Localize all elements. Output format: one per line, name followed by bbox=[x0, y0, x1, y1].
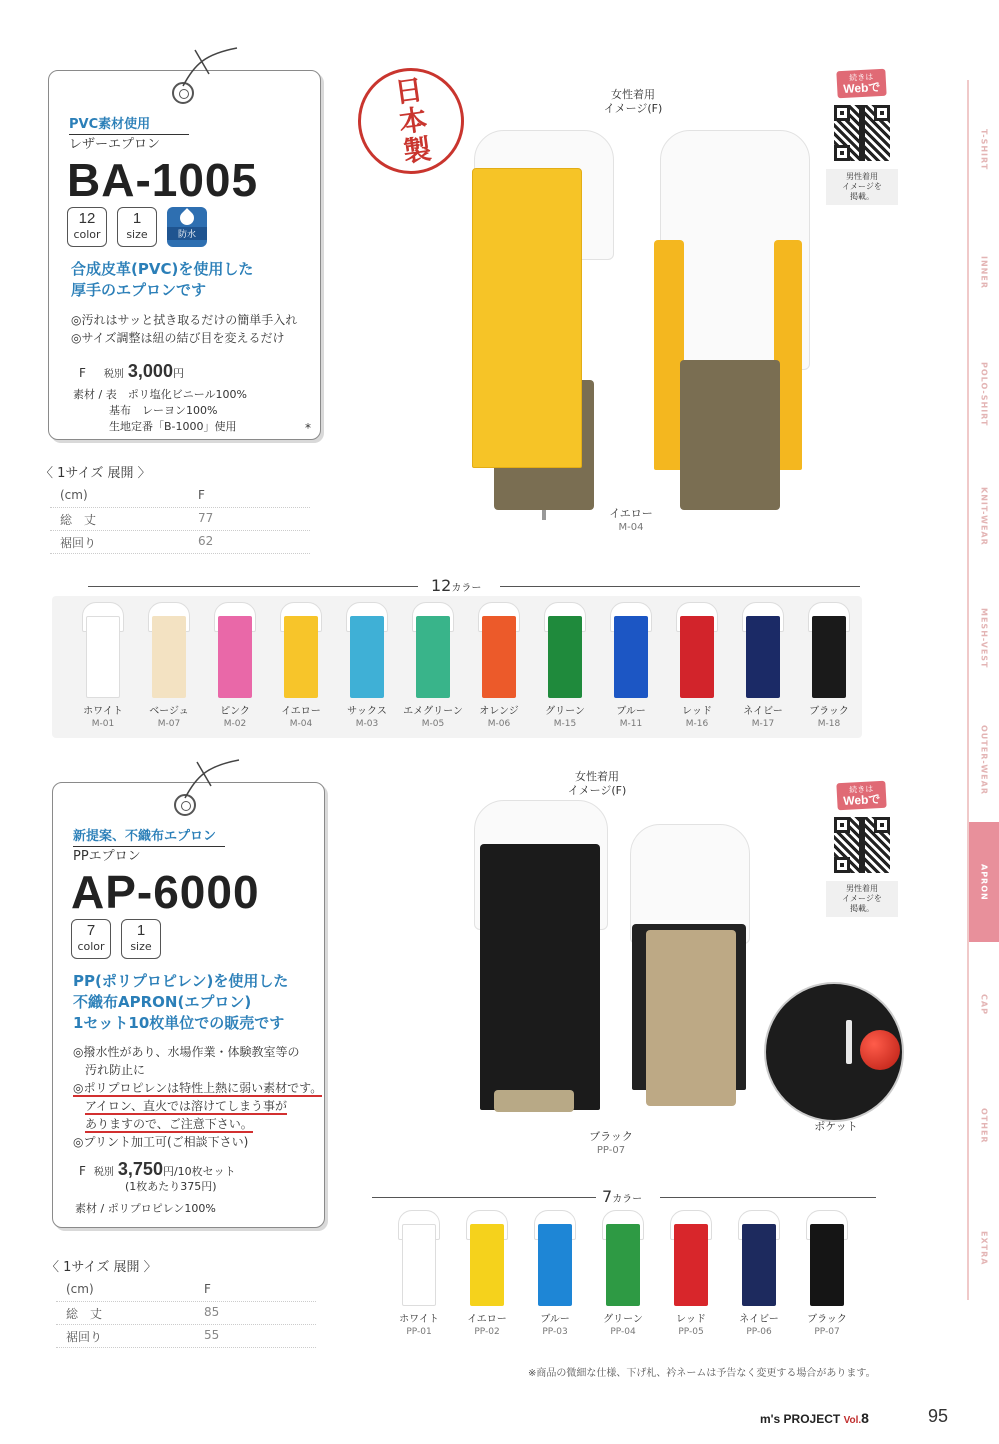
color-swatch-label: オレンジ M-06 bbox=[479, 706, 519, 729]
product-headline: 合成皮革(PVC)を使用した 厚手のエプロンです bbox=[71, 260, 254, 299]
color-swatch-label: ホワイト M-01 bbox=[83, 706, 123, 729]
side-tab-knit-wear[interactable] bbox=[969, 456, 999, 576]
side-index bbox=[967, 80, 999, 1300]
color-swatch-label: ブラック PP-07 bbox=[807, 1314, 847, 1337]
side-tab-label: OUTER-WEAR bbox=[979, 725, 989, 795]
apple-icon bbox=[860, 1030, 900, 1070]
color-swatch-pp-05 bbox=[664, 1210, 718, 1310]
web-qr-badge[interactable] bbox=[826, 782, 898, 917]
color-swatch-pp-06 bbox=[732, 1210, 786, 1310]
web-qr-badge[interactable] bbox=[826, 70, 898, 205]
color-swatch-pp-04 bbox=[596, 1210, 650, 1310]
product-features: ◎汚れはサッと拭き取るだけの簡単手入れ ◎サイズ調整は紐の結び目を変えるだけ bbox=[71, 313, 298, 345]
product-card-ap6000 bbox=[52, 782, 325, 1228]
color-count-title: 7カラー bbox=[596, 1187, 648, 1206]
tag-string-icon bbox=[177, 756, 247, 806]
product-category: 新提案、不織布エプロン bbox=[73, 825, 225, 847]
model-caption: 女性着用 イメージ(F) bbox=[603, 88, 663, 115]
color-count-title: 12カラー bbox=[425, 576, 487, 595]
side-tab-extra[interactable] bbox=[969, 1188, 999, 1308]
color-swatch-pp-01 bbox=[392, 1210, 446, 1310]
size-count-badge: 1 size bbox=[121, 919, 161, 959]
pocket-detail-image bbox=[764, 982, 904, 1122]
color-swatch-m-02 bbox=[208, 602, 262, 702]
tag-string-icon bbox=[175, 44, 245, 94]
side-tab-label: INNER bbox=[979, 255, 989, 289]
side-tab-other[interactable] bbox=[969, 1066, 999, 1186]
side-tab-label: MESH-VEST bbox=[979, 607, 989, 669]
side-tab-label: OTHER bbox=[979, 1108, 989, 1144]
web-note: 男性着用 イメージを 掲載。 bbox=[826, 881, 898, 917]
color-swatch-m-06 bbox=[472, 602, 526, 702]
material-info: 素材 / ポリプロピレン100% bbox=[75, 1202, 216, 1215]
color-swatch-label: レッド PP-05 bbox=[676, 1314, 706, 1337]
footnote: ※商品の微細な仕様、下げ札、衿ネームは予告なく変更する場合があります。 bbox=[528, 1368, 876, 1379]
side-tab-apron[interactable] bbox=[969, 822, 999, 942]
side-tab-polo-shirt[interactable] bbox=[969, 334, 999, 454]
pen-icon bbox=[846, 1020, 852, 1064]
color-swatch-label: ピンク M-02 bbox=[220, 706, 250, 729]
color-swatch-m-18 bbox=[802, 602, 856, 702]
page-number: 95 bbox=[928, 1406, 949, 1426]
product-code: AP-6000 bbox=[71, 866, 260, 918]
price: F 税別 3,000円 bbox=[79, 361, 184, 381]
waterproof-badge: 防水 bbox=[167, 207, 207, 247]
size-count-badge: 1 size bbox=[117, 207, 157, 247]
color-swatch-label: ネイビー M-17 bbox=[743, 706, 783, 729]
side-tab-outer-wear[interactable] bbox=[969, 700, 999, 820]
color-swatch-label: ブラック M-18 bbox=[809, 706, 849, 729]
color-swatch-label: イエロー M-04 bbox=[281, 706, 321, 729]
price: F 税別 3,750円/10枚セット bbox=[79, 1159, 236, 1179]
color-swatch-label: サックス M-03 bbox=[347, 706, 387, 729]
side-tab-label: POLO-SHIRT bbox=[979, 361, 989, 427]
size-table-title: 〈 1サイズ 展開 〉 bbox=[40, 466, 151, 481]
model-back-image bbox=[626, 800, 756, 1120]
color-swatch-label: ネイビー PP-06 bbox=[739, 1314, 779, 1337]
color-swatch-m-16 bbox=[670, 602, 724, 702]
price-note: (1枚あたり375円) bbox=[125, 1180, 217, 1193]
side-tab-label: EXTRA bbox=[979, 1230, 989, 1266]
color-swatch-label: ブルー PP-03 bbox=[540, 1314, 570, 1337]
qr-code-icon[interactable] bbox=[832, 815, 892, 875]
color-swatch-m-01 bbox=[76, 602, 130, 702]
color-swatch-m-07 bbox=[142, 602, 196, 702]
product-subtitle: PPエプロン bbox=[73, 849, 141, 864]
side-tab-cap[interactable] bbox=[969, 944, 999, 1064]
side-tab-mesh-vest[interactable] bbox=[969, 578, 999, 698]
color-swatch-m-17 bbox=[736, 602, 790, 702]
model-front-image bbox=[464, 130, 624, 520]
color-swatch-label: ブルー M-11 bbox=[616, 706, 646, 729]
water-drop-icon bbox=[177, 208, 197, 228]
model-back-image bbox=[650, 130, 810, 520]
web-link-tag[interactable]: 続きは Webで bbox=[837, 69, 887, 99]
side-tab-t-shirt[interactable] bbox=[969, 90, 999, 210]
model-caption: 女性着用 イメージ(F) bbox=[567, 770, 627, 797]
side-tab-label: CAP bbox=[979, 993, 989, 1015]
product-subtitle: レザーエプロン bbox=[69, 137, 161, 152]
product-code: BA-1005 bbox=[67, 154, 259, 206]
color-swatch-label: ホワイト PP-01 bbox=[399, 1314, 439, 1337]
side-tab-label: APRON bbox=[979, 863, 989, 901]
pocket-caption: ポケット bbox=[814, 1120, 858, 1133]
asterisk-mark: * bbox=[305, 421, 311, 435]
color-swatch-label: イエロー PP-02 bbox=[467, 1314, 507, 1337]
color-swatch-label: レッド M-16 bbox=[682, 706, 712, 729]
product-card-ba1005 bbox=[48, 70, 321, 440]
color-swatch-m-15 bbox=[538, 602, 592, 702]
color-swatch-m-11 bbox=[604, 602, 658, 702]
side-tab-label: T-SHIRT bbox=[979, 129, 989, 171]
color-swatch-pp-03 bbox=[528, 1210, 582, 1310]
color-swatch-m-05 bbox=[406, 602, 460, 702]
color-swatch-m-04 bbox=[274, 602, 328, 702]
color-swatch-m-03 bbox=[340, 602, 394, 702]
product-headline: PP(ポリプロピレン)を使用した 不織布APRON(エプロン) 1セット10枚単位での販売です bbox=[73, 972, 289, 1032]
color-swatch-label: グリーン M-15 bbox=[545, 706, 585, 729]
size-table-title: 〈 1サイズ 展開 〉 bbox=[46, 1260, 157, 1275]
model-front-image bbox=[466, 800, 616, 1120]
color-swatch-label: エメグリーン M-05 bbox=[403, 706, 463, 729]
side-tab-inner[interactable] bbox=[969, 212, 999, 332]
web-note: 男性着用 イメージを 掲載。 bbox=[826, 169, 898, 205]
product-features: ◎撥水性があり、水場作業・体験教室等の 汚れ防止に ◎ポリプロピレンは特性上熱に弱い素材です。 アイロン、直火では溶けてしまう事が ありますので、ご注意下さい。 ◎プリント加工可(ご相談下さい) bbox=[73, 1045, 323, 1149]
main-color-caption: イエロー M-04 bbox=[609, 507, 653, 533]
color-count-badge: 7 color bbox=[71, 919, 111, 959]
qr-code-icon[interactable] bbox=[832, 103, 892, 163]
color-swatch-label: ベージュ M-07 bbox=[149, 706, 189, 729]
made-in-japan-stamp: 日本製 bbox=[351, 61, 471, 181]
brand-logo: m's PROJECT Vol.8 bbox=[760, 1410, 869, 1426]
color-count-badge: 12 color bbox=[67, 207, 107, 247]
color-swatch-pp-02 bbox=[460, 1210, 514, 1310]
color-swatch-label: グリーン PP-04 bbox=[603, 1314, 643, 1337]
material-info: 素材 / 表 ポリ塩化ビニール100% 基布 レーヨン100% 生地定番「B-1000」使用 bbox=[73, 388, 247, 433]
main-color-caption: ブラック PP-07 bbox=[589, 1130, 633, 1156]
product-category: PVC素材使用 bbox=[69, 113, 189, 135]
side-tab-label: KNIT-WEAR bbox=[979, 486, 989, 546]
web-link-tag[interactable]: 続きは Webで bbox=[837, 781, 887, 811]
color-swatch-pp-07 bbox=[800, 1210, 854, 1310]
